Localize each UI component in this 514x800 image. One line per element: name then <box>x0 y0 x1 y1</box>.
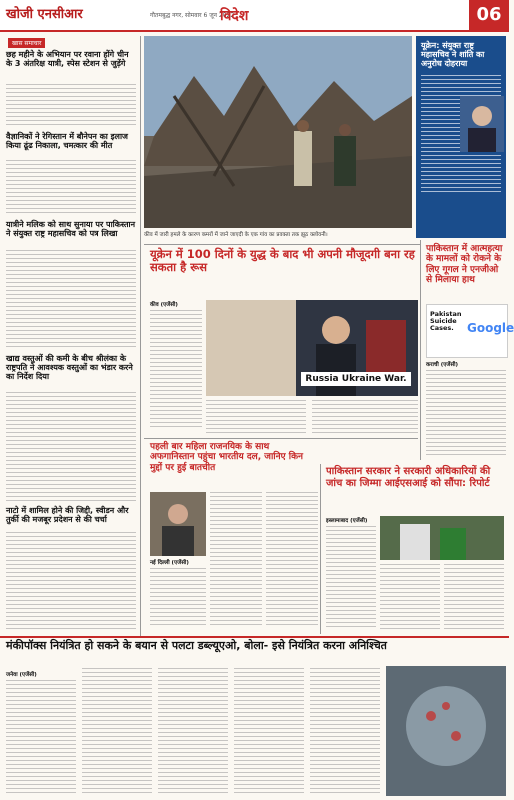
divider <box>144 244 420 245</box>
masthead <box>0 0 509 32</box>
article-text <box>6 392 136 502</box>
newspaper-logo: खोजी एनसीआर <box>6 7 83 22</box>
article-text <box>380 564 440 630</box>
russia-headline: यूक्रेन में 100 दिनों के युद्ध के बाद भी अपनी मौजूदगी बना रह सकता है रूस <box>150 247 415 275</box>
article-text <box>326 526 376 630</box>
article-text <box>310 668 380 796</box>
article-text <box>444 564 504 630</box>
russia-banner: Russia Ukraine War. <box>301 372 411 386</box>
article-text <box>210 492 262 628</box>
left-headline-2: वैज्ञानिकों ने रेगिस्तान में बौनेपन का इलाज किया ढूंढ निकाला, चमत्कार की मीत <box>6 132 128 151</box>
divider <box>0 636 509 638</box>
article-text <box>6 532 136 632</box>
russia-photo <box>206 300 418 396</box>
monkeypox-byline: जनेवा (एजेंसी) <box>6 672 37 678</box>
pak-report-photo <box>380 516 504 560</box>
afghan-byline: नई दिल्ली (एजेंसी) <box>150 560 189 566</box>
left-headline-4: खाद्य वस्तुओं की कमी के बीच श्रीलंका के राष्ट्रपति ने आवश्यक वस्तुओं का भंडार करने का निर्देश दिया <box>6 354 133 382</box>
afghan-headline: पहली बार महिला राजनयिक के साथ अफगानिस्तान पहुंचा भारतीय दल, जानिए किन मुद्दों पर हुई बातचीत <box>150 442 303 473</box>
article-text <box>150 568 206 628</box>
article-text <box>312 400 418 436</box>
pak-suicide-text: Pakistan Suicide Cases. <box>430 310 462 333</box>
article-text <box>82 668 152 796</box>
left-headline-3: यात्रीने मलिक को साथ सुनाया पर पाकिस्तान ने संयुक्त राष्ट्र महासचिव को पत्र लिखा <box>6 220 136 239</box>
divider <box>144 438 418 439</box>
top-photo <box>144 36 412 228</box>
article-text <box>150 310 202 430</box>
column-divider <box>140 36 141 636</box>
monkeypox-photo <box>386 666 506 796</box>
article-text <box>234 668 304 796</box>
top-photo-caption: कीव में जारी हमले के कारण कमरों में जाने जाएदी के एक गांव का प्रवक्ता तक झूठ क्लोवनी। <box>144 232 328 238</box>
un-photo <box>460 96 504 152</box>
edition-date: गौतमबुद्ध नगर, सोमवार 6 जून 2022 <box>150 12 235 19</box>
section-title: विदेश <box>220 8 249 24</box>
article-text <box>426 370 506 456</box>
article-text <box>6 160 136 216</box>
russia-byline: कीव (एजेंसी) <box>150 302 178 308</box>
un-headline: यूक्रेन: संयुक्त राष्ट्र महासचिव ने शांति का अनुरोध दोहराया <box>421 41 485 69</box>
google-logo: Google <box>467 321 514 335</box>
pak-report-headline: पाकिस्तान सरकार ने सरकारी अधिकारियों की जांच का जिम्मा आईएसआई को सौंपा: रिपोर्ट <box>326 466 491 489</box>
article-text <box>206 400 306 436</box>
pak-google-image <box>426 304 514 358</box>
pak-report-byline: इस्लामाबाद (एजेंसी) <box>326 518 368 524</box>
column-divider <box>320 464 321 634</box>
pak-google-byline: कराची (एजेंसी) <box>426 362 459 368</box>
page-number: 06 <box>469 0 509 30</box>
left-headline-1: छह महीने के अभियान पर रवाना होंगे चीन के 3 अंतरिक्ष यात्री, स्पेस स्टेशन से जुड़ेंगे <box>6 50 129 69</box>
pak-google-headline: पाकिस्तान में आत्महत्या के मामलों को रोकने के लिए गूगल ने एनजीओ से मिलाया हाथ <box>426 244 503 286</box>
article-text <box>266 492 318 628</box>
article-text <box>6 680 76 796</box>
article-text <box>158 668 228 796</box>
column-divider <box>420 240 421 460</box>
monkeypox-headline: मंकीपॉक्स नियंत्रित हो सकने के बयान से पलटा डब्ल्यूएओ, बोला- इसे नियंत्रित करना अनिश्चित <box>6 639 387 652</box>
article-text <box>6 250 136 350</box>
section-tag: खास समाचार <box>8 38 45 48</box>
afghan-photo <box>150 492 206 556</box>
left-headline-5: नाटो में शामिल होने की जिद्दी, स्वीडन और तुर्की की मजबूर प्रदेशन से की चर्चा <box>6 506 129 525</box>
article-text <box>6 84 136 128</box>
